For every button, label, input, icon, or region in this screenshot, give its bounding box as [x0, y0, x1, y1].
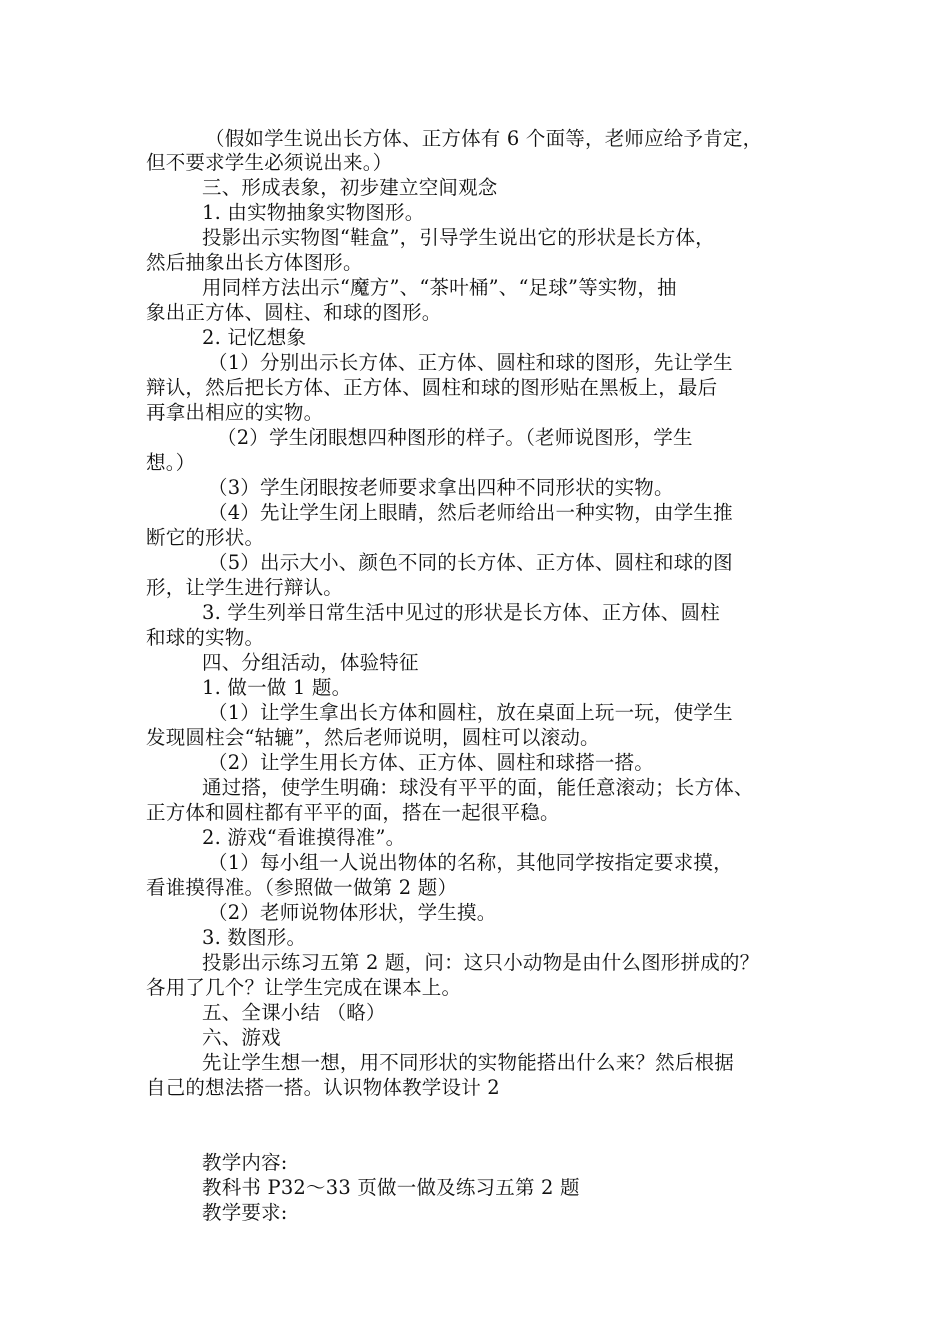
text-line: （假如学生说出长方体、正方体有 6 个面等，老师应给予肯定， [205, 127, 763, 150]
text-line: 然后抽象出长方体图形。 [146, 251, 363, 274]
text-line: 1. 做一做 1 题。 [202, 676, 352, 699]
text-line: （2）让学生用长方体、正方体、圆柱和球搭一搭。 [208, 751, 655, 774]
text-line: 形，让学生进行辩认。 [146, 576, 344, 599]
text-line: 和球的实物。 [146, 626, 265, 649]
section-heading: 六、游戏 [202, 1026, 281, 1049]
text-line: 投影出示实物图“鞋盒”，引导学生说出它的形状是长方体， [202, 226, 715, 249]
text-line: 教学内容: [202, 1151, 288, 1174]
section-heading: 四、分组活动，体验特征 [202, 651, 419, 674]
text-line: 想。） [146, 451, 196, 474]
text-line: 2. 游戏“看谁摸得准”。 [202, 826, 406, 849]
text-line: 看谁摸得准。（参照做一做第 2 题） [146, 876, 458, 899]
text-line: 教科书 P32～33 页做一做及练习五第 2 题 [202, 1176, 580, 1199]
text-line: 辩认，然后把长方体、正方体、圆柱和球的图形贴在黑板上，最后 [146, 376, 718, 399]
text-line: （1）分别出示长方体、正方体、圆柱和球的图形，先让学生 [208, 351, 733, 374]
text-line: 象出正方体、圆柱、和球的图形。 [146, 301, 442, 324]
text-line: 3. 学生列举日常生活中见过的形状是长方体、正方体、圆柱 [202, 601, 720, 624]
text-line: 教学要求: [202, 1201, 288, 1224]
text-line: 正方体和圆柱都有平平的面，搭在一起很平稳。 [146, 801, 560, 824]
section-heading: 五、全课小结 （略） [202, 1001, 386, 1024]
text-line: 发现圆柱会“轱辘”，然后老师说明，圆柱可以滚动。 [146, 726, 600, 749]
text-line: 2. 记忆想象 [202, 326, 307, 349]
text-line: 再拿出相应的实物。 [146, 401, 324, 424]
text-line: （4）先让学生闭上眼睛，然后老师给出一种实物，由学生推 [208, 501, 733, 524]
text-line: 1. 由实物抽象实物图形。 [202, 201, 425, 224]
text-line: 先让学生想一想，用不同形状的实物能搭出什么来？然后根据 [202, 1051, 734, 1074]
text-line: 投影出示练习五第 2 题，问：这只小动物是由什么图形拼成的？ [202, 951, 760, 974]
text-line: 通过搭，使学生明确：球没有平平的面，能任意滚动；长方体、 [202, 776, 754, 799]
text-line: 3. 数图形。 [202, 926, 307, 949]
text-line: （5）出示大小、颜色不同的长方体、正方体、圆柱和球的图 [208, 551, 733, 574]
text-line: （2）学生闭眼想四种图形的样子。（老师说图形，学生 [217, 426, 693, 449]
text-line: 各用了几个？让学生完成在课本上。 [146, 976, 462, 999]
text-line: 断它的形状。 [146, 526, 265, 549]
text-line: （3）学生闭眼按老师要求拿出四种不同形状的实物。 [208, 476, 674, 499]
text-line: 自己的想法搭一搭。认识物体教学设计 2 [146, 1076, 500, 1099]
text-line: （1）每小组一人说出物体的名称，其他同学按指定要求摸， [208, 851, 733, 874]
section-heading: 三、形成表象，初步建立空间观念 [202, 176, 498, 199]
text-line: 用同样方法出示“魔方”、“茶叶桶”、“足球”等实物，抽 [202, 276, 677, 299]
text-line: 但不要求学生必须说出来。） [146, 151, 393, 174]
text-line: （1）让学生拿出长方体和圆柱，放在桌面上玩一玩，使学生 [208, 701, 733, 724]
text-line: （2）老师说物体形状，学生摸。 [208, 901, 497, 924]
